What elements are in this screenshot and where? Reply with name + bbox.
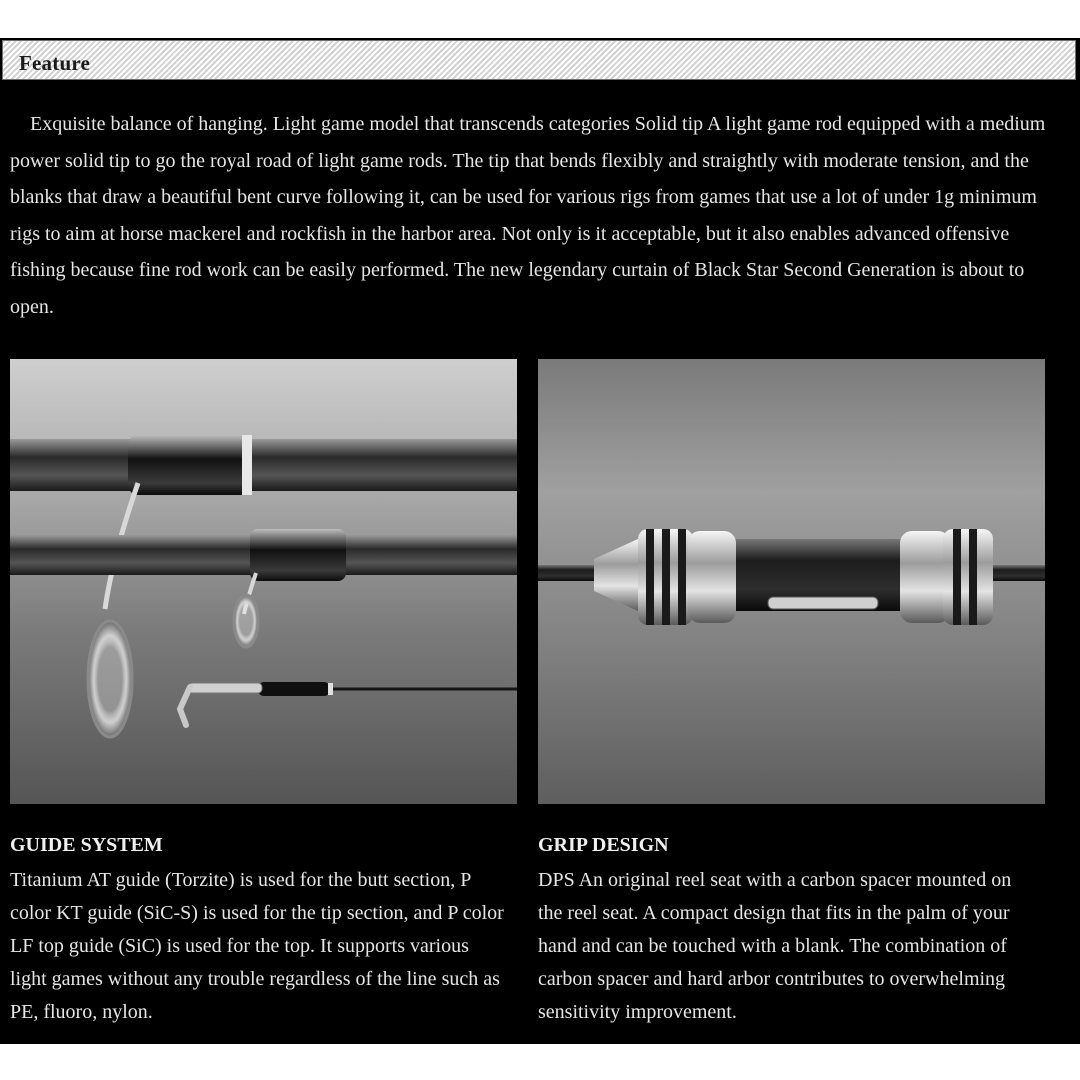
feature-title: Feature	[19, 51, 90, 75]
feature-panel	[0, 38, 1080, 1044]
guide-system-text: Titanium AT guide (Torzite) is used for the butt section, P color KT guide (SiC-S) is used for the tip section, and P color LF top guide (SiC) is used for the top. It supports various light games without any trouble regardless of the line such as PE, fluoro, nylon.	[10, 869, 504, 1023]
guide-system-title: GUIDE SYSTEM	[10, 834, 163, 856]
grip-design-title: GRIP DESIGN	[538, 834, 669, 856]
guide-system-photo	[10, 359, 517, 804]
grip-design-text: DPS An original reel seat with a carbon spacer mounted on the reel seat. A compact design that fits in the palm of your hand and can be touched with a blank. The combination of carbon spacer and hard arbor contributes to overwhelming sensitivity improvement.	[538, 869, 1012, 1023]
feature-intro-text: Exquisite balance of hanging. Light game model that transcends categories Solid tip A light game rod equipped with a medium power solid tip to go the royal road of light game rods. The tip that bends flexibly and straightly with moderate tension, and the blanks that draw a beautiful bent curve following it, can be used for various rigs from games that use a lot of under 1g minimum rigs to aim at horse mackerel and rockfish in the harbor area. Not only is it acceptable, but it also enables advanced offensive fishing because fine rod work can be easily performed. The new legendary curtain of Black Star Second Generation is about to open.	[10, 113, 1046, 318]
feature-header-bar	[2, 40, 1076, 80]
grip-design-photo	[538, 359, 1045, 804]
